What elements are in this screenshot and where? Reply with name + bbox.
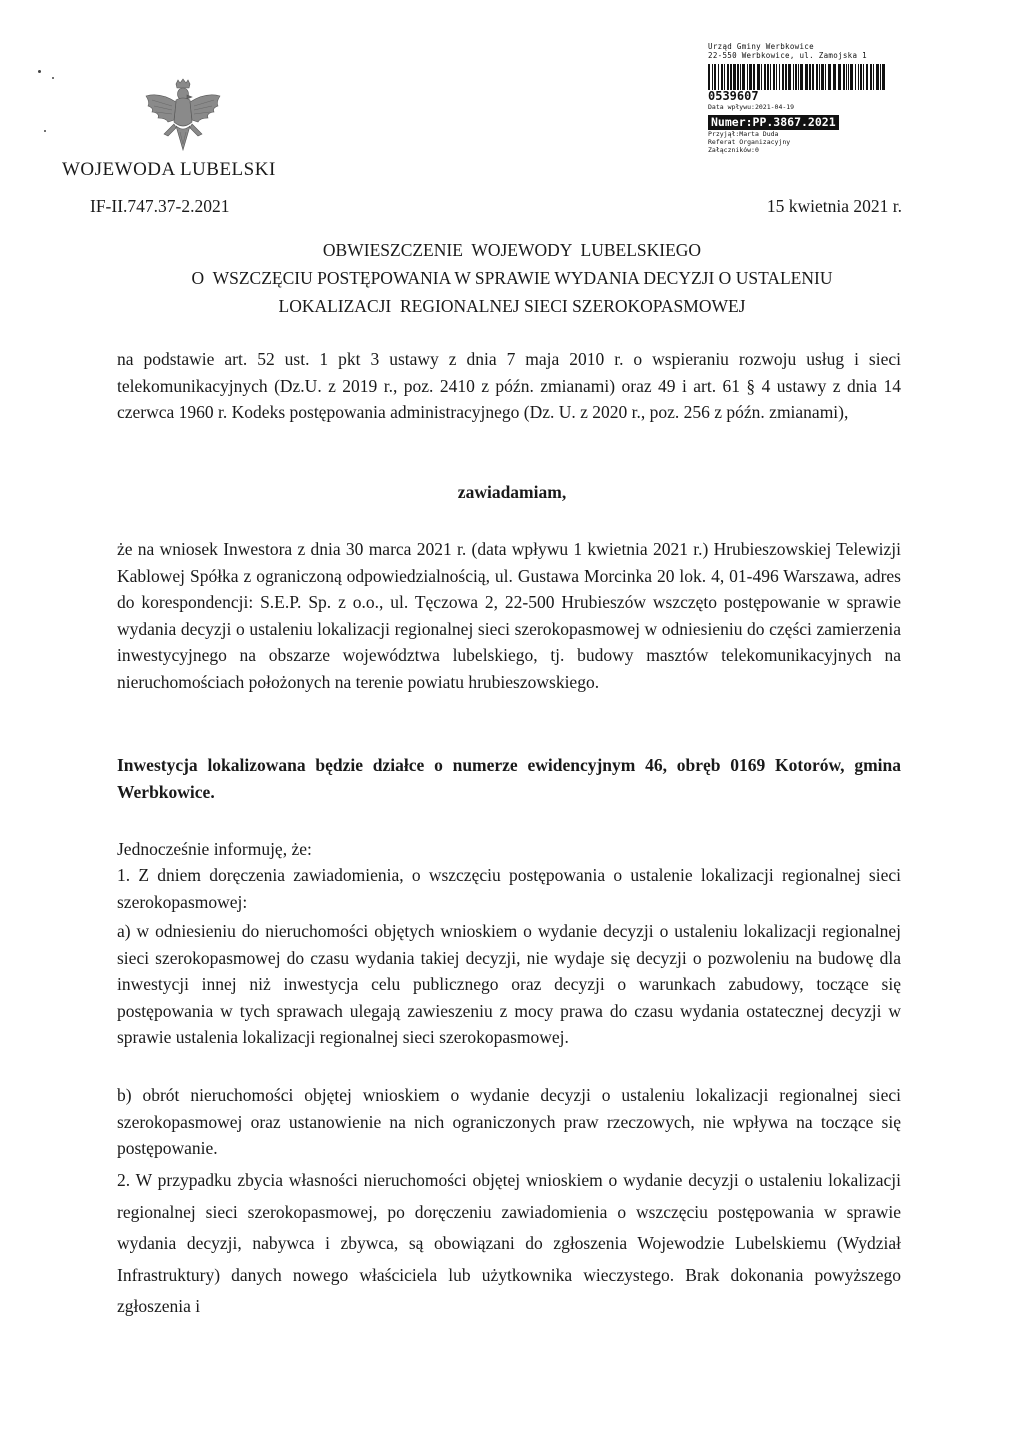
stamp-office-address: 22-550 Werbkowice, ul. Zamojska 1 [708,51,867,60]
scan-speck [44,130,46,132]
main-paragraph: że na wniosek Inwestora z dnia 30 marca 2021 r. (data wpływu 1 kwietnia 2021 r.) Hrubieszowskiej Telewizji Kablowej Spółka z ograniczoną odpowiedzialnością, ul. Gustawa Morcinka 20 lok. 4, 01-496 Warszawa, adres do korespondencji: S.E.P. Sp. z o.o., ul. Tęczowa 2, 22-500 Hrubieszów wszczęto postępowanie w sprawie wydania decyzji o ustaleniu lokalizacji regionalnej sieci szerokopasmowej w odniesieniu do części zamierzenia inwestycyjnego na obszarze województwa lubelskiego, tj. budowy masztów telekomunikacyjnych na nieruchomościach położonych na terenie powiatu hrubieszowskiego. [117,539,901,692]
stamp-accepted-by: Przyjął:Marta Duda [708,130,779,138]
title-line-1: OBWIESZCZENIE WOJEWODY LUBELSKIEGO [322,240,702,260]
point-2-paragraph: 2. W przypadku zbycia własności nieruchomości objętej wnioskiem o wydanie decyzji o ustaleniu lokalizacji regionalnej sieci szerokopasmowej, po doręczeniu zawiadomienia o wszczęciu postępowania w sprawie wydania decyzji, nabywca i zbywca, są obowiązani do zgłoszenia Wojewodzie Lubelskiemu (Wydział Infrastruktury) danych nowego właściciela lub użytkownika wieczystego. Brak dokonania powyższego zgłoszenia i [117,1170,901,1316]
stamp-attachments: Załączników:0 [708,146,759,154]
point-1b-paragraph: b) obrót nieruchomości objętej wnioskiem o wydanie decyzji o ustaleniu lokalizacji regionalnej sieci szerokopasmowej oraz ustanowienie na nich ograniczonych praw rzeczowych, nie wpływa na toczące się postępowanie. [117,1085,901,1158]
legal-basis-paragraph: na podstawie art. 52 ust. 1 pkt 3 ustawy z dnia 7 maja 2010 r. o wspieraniu rozwoju usług i sieci telekomunikacyjnych (Dz.U. z 2019 r., poz. 2410 z późn. zmianami) oraz 49 i art. 61 § 4 ustawy z dnia 14 czerwca 1960 r. Kodeks postępowania administracyjnego (Dz. U. z 2020 r., poz. 256 z późn. zmianami), [117,349,901,422]
stamp-office-name: Urząd Gminy Werbkowice [708,42,814,51]
stamp-code: 0539607 [708,89,759,103]
stamp-department: Referat Organizacyjny [708,138,791,146]
point-1-paragraph: 1. Z dniem doręczenia zawiadomienia, o wszczęciu postępowania o ustalenie lokalizacji regionalnej sieci szerokopasmowej: [117,865,901,912]
scan-speck [38,70,41,73]
notify-heading: zawiadamiam, [457,482,567,502]
point-1a-paragraph: a) w odniesieniu do nieruchomości objętych wnioskiem o wydanie decyzji o ustaleniu lokalizacji regionalnej sieci szerokopasmowej do czasu wydania takiej decyzji, nie wydaje się decyzji o pozwoleniu na budowę dla inwestycji innej niż inwestycja celu publicznego oraz decyzji o warunkach zabudowy, toczące się postępowania w tych sprawach ulegają zawieszeniu z mocy prawa do czasu wydania ostatecznej decyzji w sprawie ustalenia lokalizacji regionalnej sieci szerokopasmowej. [117,921,901,1047]
incoming-stamp [708,42,948,154]
location-paragraph: Inwestycja lokalizowana będzie działce o numerze ewidencyjnym 46, obręb 0169 Kotorów, gmina Werbkowice. [117,755,901,802]
stamp-received-date: Data wpływu:2021-04-19 [708,103,795,111]
stamp-number: Numer:PP.3867.2021 [708,115,839,130]
title-line-3: LOKALIZACJI REGIONALNEJ SIECI SZEROKOPASMOWEJ [278,296,746,316]
document-title [0,236,1024,320]
info-heading: Jednocześnie informuję, że: [117,839,312,859]
office-name: WOJEWODA LUBELSKI [62,159,276,180]
title-line-2: O WSZCZĘCIU POSTĘPOWANIA W SPRAWIE WYDANIA DECYZJI O USTALENIU [191,268,833,288]
scan-speck [52,77,54,79]
barcode-icon [708,64,888,90]
eagle-emblem-icon [138,78,228,158]
document-date: 15 kwietnia 2021 r. [766,196,902,216]
reference-number: IF-II.747.37-2.2021 [90,196,230,216]
